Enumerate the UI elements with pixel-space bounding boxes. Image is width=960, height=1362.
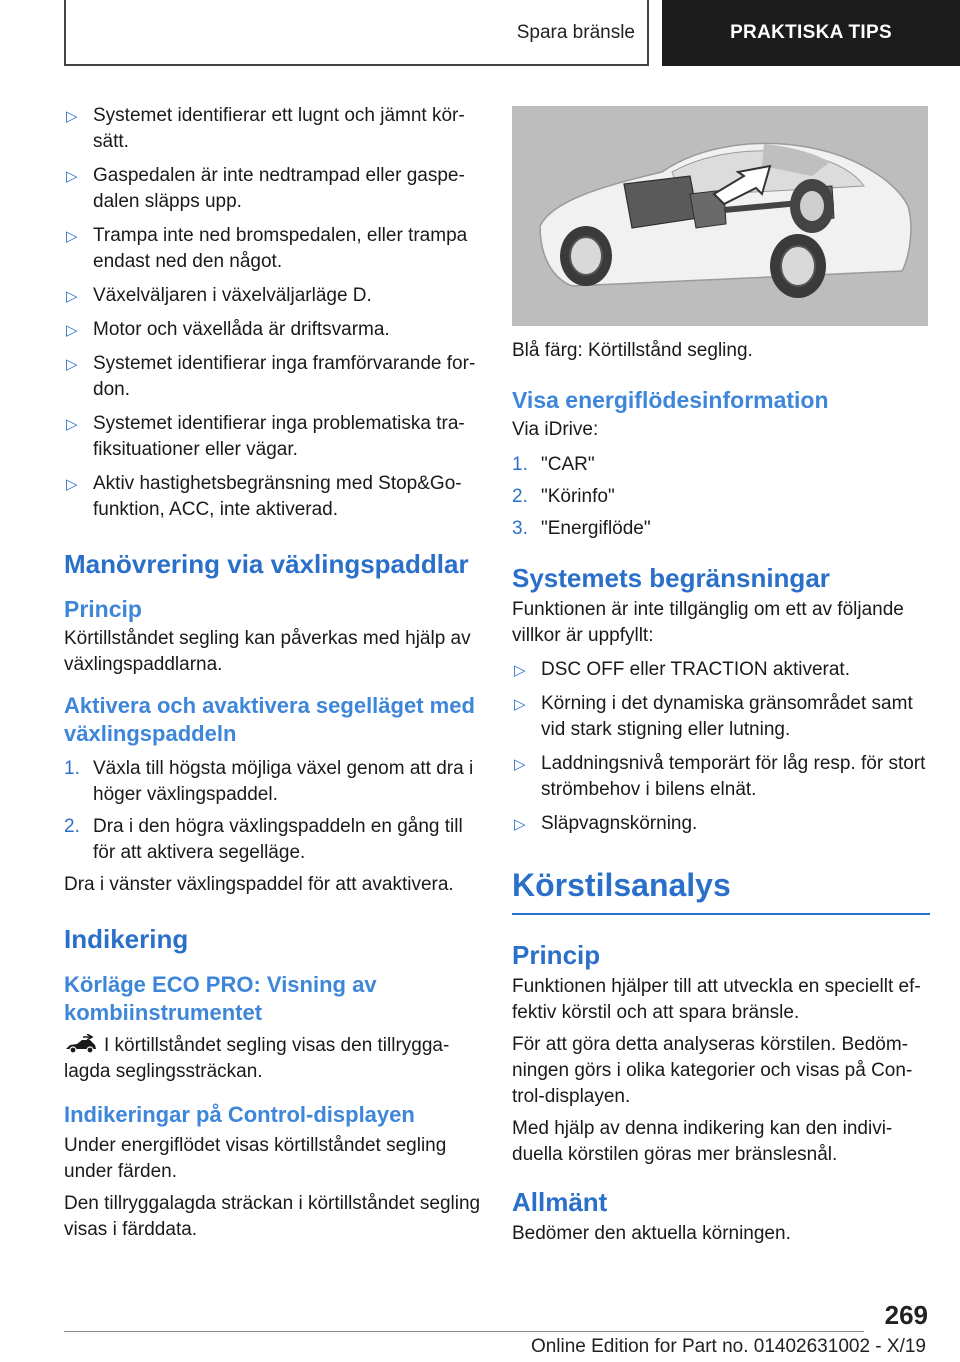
list-item: ▷ Motor och växellåda är driftsvarma.	[64, 317, 482, 343]
car-drivetrain-illustration	[512, 106, 928, 326]
princip2-text-1: Funktionen hjälper till att utveckla en speciellt ef- fektiv körstil och att spara bränsle.	[512, 975, 921, 1023]
allmant-text: Bedömer den aktuella körningen.	[512, 1222, 791, 1244]
triangle-bullet-icon: ▷	[514, 662, 526, 679]
heading-princip: Princip	[64, 596, 142, 622]
heading-korlage: Körläge ECO PRO: Visning av kombiinstrumentet	[64, 972, 377, 1025]
triangle-bullet-icon: ▷	[514, 816, 526, 833]
list-item: 2. Dra i den högra växlingspaddeln en gång till för att aktivera segelläge.	[64, 816, 463, 863]
heading-aktivera: Aktivera och avaktivera segelläget med växlingspaddeln	[64, 693, 475, 746]
control-text-1: Under energiflödet visas körtillståndet segling under färden.	[64, 1135, 447, 1182]
right-column	[512, 100, 930, 1247]
list-item: ▷ Växelväljaren i växelväljarläge D.	[64, 283, 482, 309]
list-item: ▷ Systemet identifierar inga framförvarande for- don.	[66, 353, 476, 400]
list-item: ▷ Laddningsnivå temporärt för låg resp. för stort strömbehov i bilens elnät.	[514, 753, 926, 800]
princip2-text-2: För att göra detta analyseras körstilen. Bedöm- ningen görs i olika kategorier och visas på Con- trol-displayen.	[512, 1033, 913, 1107]
via-idrive-text: Via iDrive:	[512, 419, 599, 440]
triangle-bullet-icon: ▷	[66, 322, 78, 339]
heading-allmant: Allmänt	[512, 1186, 608, 1217]
heading-visa-energiflode: Visa energiflödesinformation	[512, 387, 829, 413]
control-text-2: Den tillryggalagda sträckan i körtillståndet segling visas i färddata.	[64, 1193, 481, 1240]
aktivera-steps	[64, 756, 482, 866]
heading-manovrering: Manövrering via växlingspaddlar	[64, 549, 469, 579]
heading-begransningar: Systemets begränsningar	[512, 563, 830, 593]
begransningar-list	[512, 657, 930, 837]
list-item: 2. "Körinfo"	[512, 486, 615, 507]
heading-princip-2: Princip	[512, 939, 601, 970]
car-illustration-svg	[512, 106, 928, 326]
triangle-bullet-icon: ▷	[66, 108, 78, 125]
list-item: 1. Växla till högsta möjliga växel genom att dra i höger växlingspaddel.	[64, 758, 474, 805]
triangle-bullet-icon: ▷	[66, 416, 78, 433]
princip2-text-3: Med hjälp av denna indikering kan den indivi- duella körstilen göras mer bränslesnål.	[512, 1117, 893, 1165]
princip-text: Körtillståndet segling kan påverkas med hjälp av växlingspaddlarna.	[64, 628, 471, 675]
heading-indikering: Indikering	[64, 924, 189, 954]
footer-divider	[64, 1331, 864, 1332]
triangle-bullet-icon: ▷	[66, 228, 78, 245]
triangle-bullet-icon: ▷	[514, 696, 526, 713]
triangle-bullet-icon: ▷	[514, 756, 526, 773]
figure-caption: Blå färg: Körtillstånd segling.	[512, 340, 753, 361]
page-number: 269	[884, 1300, 928, 1330]
korlage-text: I körtillståndet segling visas den tillrygga- lagda seglingssträckan.	[64, 1035, 450, 1082]
triangle-bullet-icon: ▷	[66, 288, 78, 305]
header-section-title: Spara bränsle	[516, 22, 635, 43]
triangle-bullet-icon: ▷	[66, 168, 78, 185]
list-item: ▷ Systemet identifierar inga problematiska tra- fiksituationer eller vägar.	[66, 413, 465, 460]
list-item: ▷ Gaspedalen är inte nedtrampad eller gaspe- dalen släpps upp.	[66, 165, 465, 212]
heading-control-display: Indikeringar på Control-displayen	[64, 1102, 415, 1127]
triangle-bullet-icon: ▷	[66, 476, 78, 493]
idrive-menu-path	[512, 452, 930, 542]
list-item: ▷ Aktiv hastighetsbegränsning med Stop&Go- funktion, ACC, inte aktiverad.	[66, 473, 462, 520]
list-item: 1. "CAR"	[512, 454, 595, 475]
left-column	[64, 100, 482, 1243]
triangle-bullet-icon: ▷	[66, 356, 78, 373]
list-item: 3. "Energiflöde"	[512, 518, 651, 539]
list-item: ▷ Släpvagnskörning.	[512, 811, 930, 837]
list-item: ▷ Trampa inte ned bromspedalen, eller trampa endast ned den något.	[66, 225, 468, 272]
list-item: ▷ Systemet identifierar ett lugnt och jämnt kör- sätt.	[66, 105, 465, 152]
section-divider	[512, 913, 930, 915]
conditions-list	[64, 103, 482, 523]
footer-edition: Online Edition for Part no. 01402631002 - X/19	[530, 1336, 926, 1357]
list-item: ▷ Körning i det dynamiska gränsområdet samt vid stark stigning eller lutning.	[514, 693, 913, 740]
sailing-car-icon	[64, 1034, 98, 1054]
begransningar-text: Funktionen är inte tillgänglig om ett av följande villkor är uppfyllt:	[512, 599, 904, 646]
heading-korstilsanalys: Körstilsanalys	[512, 867, 731, 903]
avaktivera-text: Dra i vänster växlingspaddel för att avaktivera.	[64, 874, 454, 895]
header-chapter-tab: PRAKTISKA TIPS	[662, 0, 960, 66]
list-item: ▷ DSC OFF eller TRACTION aktiverat.	[512, 657, 930, 683]
